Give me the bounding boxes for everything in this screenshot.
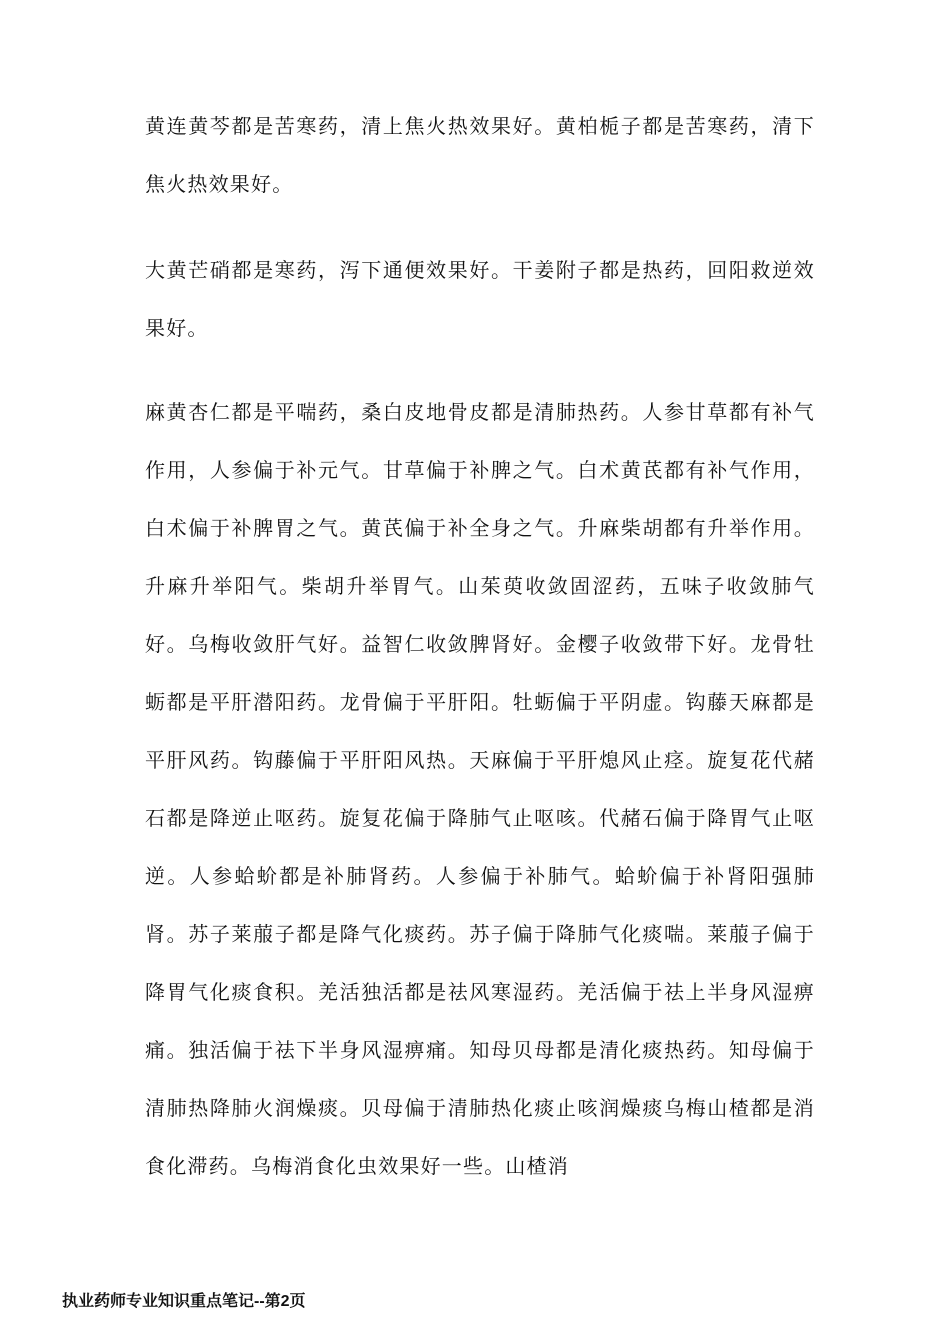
paragraph-1: 黄连黄芩都是苦寒药，清上焦火热效果好。黄柏栀子都是苦寒药，清下焦火热效果好。 xyxy=(145,114,815,196)
page-footer: 执业药师专业知识重点笔记--第2页 xyxy=(62,1293,306,1310)
paragraph-2: 大黄芒硝都是寒药，泻下通便效果好。干姜附子都是热药，回阳救逆效果好。 xyxy=(145,258,815,340)
paragraph-3: 麻黄杏仁都是平喘药，桑白皮地骨皮都是清肺热药。人参甘草都有补气作用，人参偏于补元气。甘草偏于补脾之气。白术黄芪都有补气作用，白术偏于补脾胃之气。黄芪偏于补全身之气。升麻柴胡都有升举作用。升麻升举阳气。柴胡升举胃气。山茱萸收敛固涩药，五味子收敛肺气好。乌梅收敛肝气好。益智仁收敛脾肾好。金樱子收敛带下好。龙骨牡蛎都是平肝潜阳药。龙骨偏于平肝阳。牡蛎偏于平阴虚。钩藤天麻都是平肝风药。钩藤偏于平肝阳风热。天麻偏于平肝熄风止痉。旋复花代赭石都是降逆止呕药。旋复花偏于降肺气止呕咳。代赭石偏于降胃气止呕逆。人参蛤蚧都是补肺肾药。人参偏于补肺气。蛤蚧偏于补肾阳强肺肾。苏子莱菔子都是降气化痰药。苏子偏于降肺气化痰喘。莱菔子偏于降胃气化痰食积。羌活独活都是祛风寒湿药。羌活偏于祛上半身风湿痹痛。独活偏于祛下半身风湿痹痛。知母贝母都是清化痰热药。知母偏于清肺热降肺火润燥痰。贝母偏于清肺热化痰止咳润燥痰乌梅山楂都是消食化滞药。乌梅消食化虫效果好一些。山楂消 xyxy=(145,400,815,1178)
